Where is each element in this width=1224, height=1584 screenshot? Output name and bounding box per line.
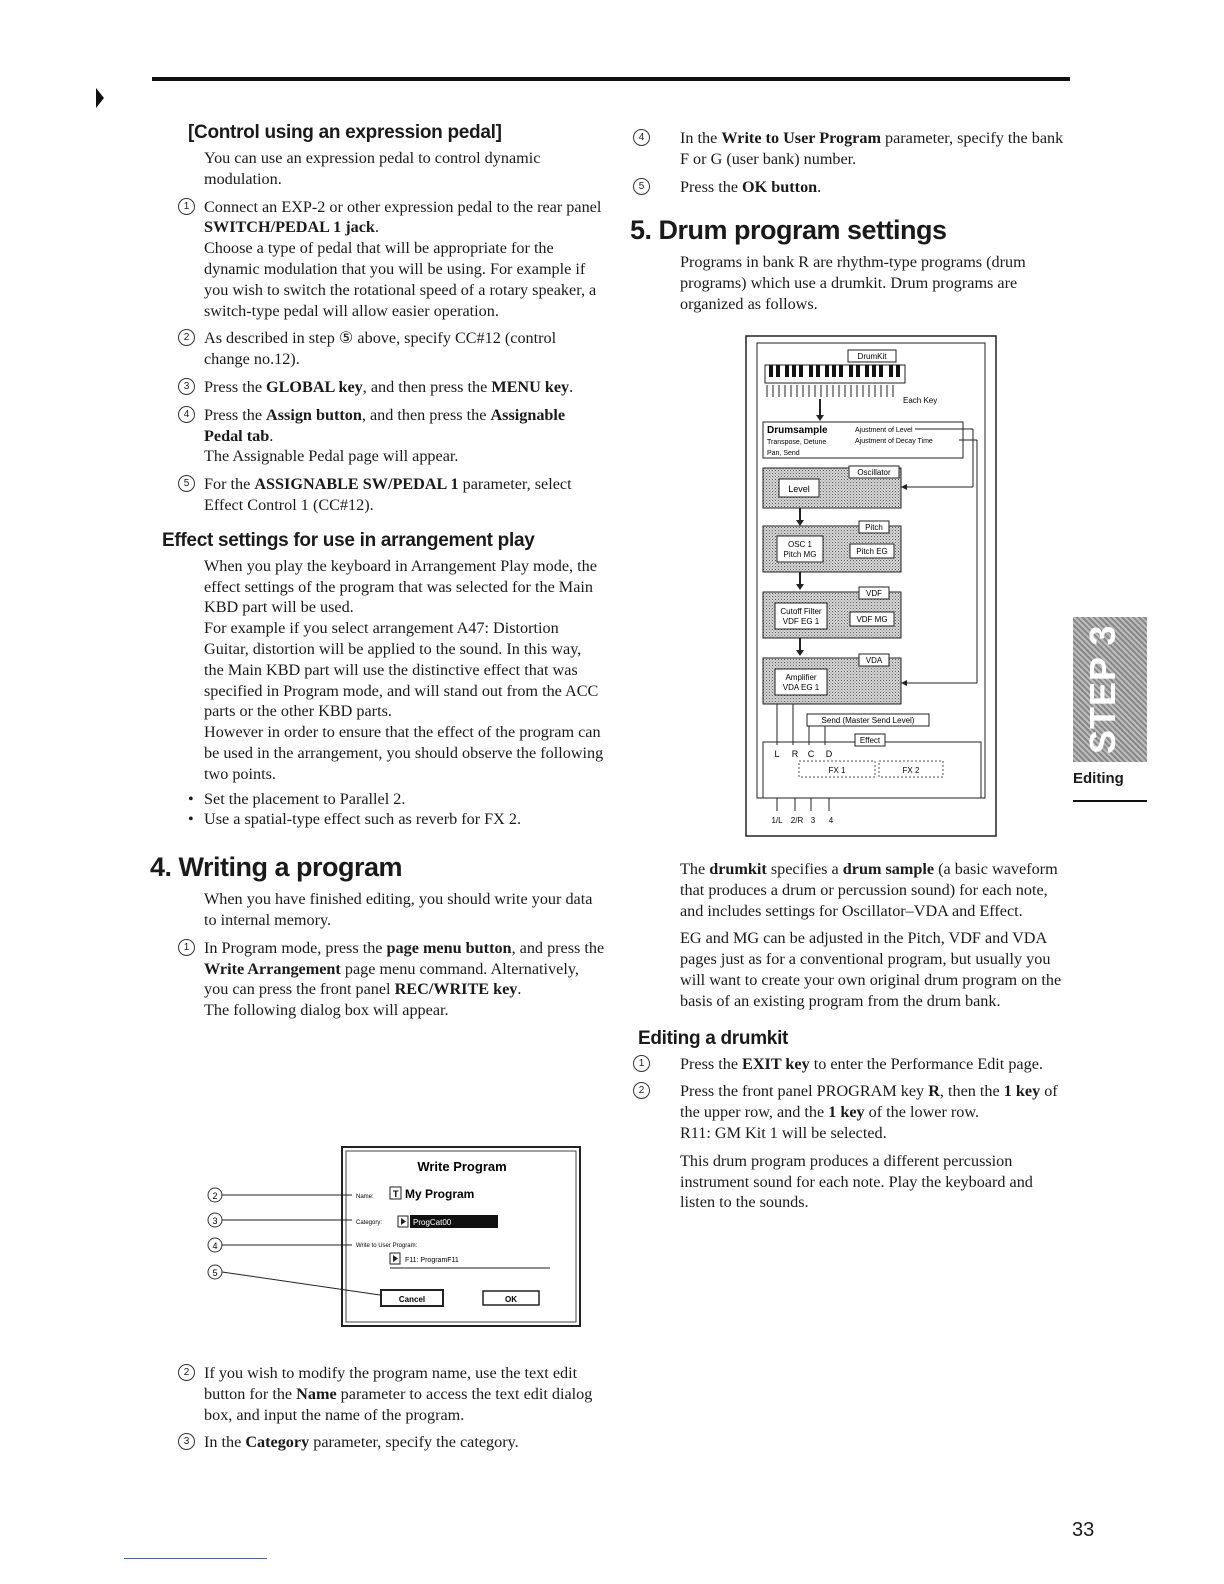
edit-final: This drum program produces a different percussion instrument sound for each note. Play the keyboard and listen to the sounds. <box>680 1151 1033 1212</box>
right-step-4: 4 In the Write to User Program parameter, specify the bank F or G (user bank) number. <box>630 128 1070 170</box>
effect-p3: However in order to ensure that the effect of the program can be used in the arrangement, you should observe the following two points. <box>204 723 604 783</box>
pedal-intro: You can use an expression pedal to control dynamic modulation. <box>204 149 541 188</box>
category-label: Category: <box>356 1220 383 1226</box>
svg-text:Pitch EG: Pitch EG <box>856 547 888 556</box>
heading-effect-settings: Effect settings for use in arrangement play <box>162 529 535 551</box>
svg-text:VDF EG 1: VDF EG 1 <box>782 617 820 626</box>
pedal-step-5: 5 For the ASSIGNABLE SW/PEDAL 1 parameter, select Effect Control 1 (CC#12). <box>150 474 605 516</box>
heading-writing: 4. Writing a program <box>150 852 403 883</box>
write-program-dialog <box>200 1140 590 1340</box>
drumkit-p2: EG and MG can be adjusted in the Pitch, VDF and VDA pages just as for a conventional program, but usually you will want to create your own original drum program on the basis of an existing program from the drum bank. <box>680 929 1062 1010</box>
svg-text:Ajustment of Level: Ajustment of Level <box>855 427 913 434</box>
write-to-label: Write to User Program: <box>356 1243 418 1249</box>
footer-rule <box>124 1558 267 1559</box>
keyboard-icon <box>765 365 905 383</box>
effect-p2: For example if you select arrangement A47: Distortion Guitar, distortion will be applied to the sound. In this way, the Main KBD part will use the distinctive effect that was specified in Program mode, and will stand out from the ACC parts or the other KBD parts. <box>204 619 599 721</box>
svg-text:5: 5 <box>212 1268 218 1278</box>
svg-text:OSC 1: OSC 1 <box>787 540 813 549</box>
svg-text:2/R: 2/R <box>790 816 804 825</box>
svg-text:Pitch MG: Pitch MG <box>783 550 817 559</box>
write-to-value[interactable]: F11: ProgramF11 <box>405 1257 459 1264</box>
svg-text:FX 1: FX 1 <box>828 766 846 775</box>
svg-text:Drumsample: Drumsample <box>767 425 828 436</box>
pedal-step-3: 3 Press the GLOBAL key, and then press the MENU key. <box>150 377 605 398</box>
edit-step-2: 2 Press the front panel PROGRAM key R, then the 1 key of the upper row, and the 1 key of the lower row. R11: GM Kit 1 will be selected. <box>630 1081 1070 1143</box>
svg-text:Cancel: Cancel <box>398 1295 426 1304</box>
svg-text:DrumKit: DrumKit <box>857 352 887 361</box>
pedal-step-4: 4 Press the Assign button, and then press the Assignable Pedal tab. The Assignable Pedal page will appear. <box>150 405 605 467</box>
svg-text:VDA EG 1: VDA EG 1 <box>782 683 820 692</box>
svg-text:D: D <box>825 749 833 759</box>
drum-intro: Programs in bank R are rhythm-type programs (drum programs) which use a drumkit. Drum programs are organized as follows. <box>680 253 1026 313</box>
top-rule <box>152 77 1070 81</box>
drumkit-p1: The drumkit specifies a drum sample (a basic waveform that produces a drum or percussion sound) for each note, and includes settings for Oscillator–VDA and Effect. <box>680 860 1058 920</box>
svg-text:Amplifier: Amplifier <box>785 673 817 682</box>
drum-program-diagram <box>745 335 1000 840</box>
write-step-2: 2 If you wish to modify the program name, use the text edit button for the Name parameter to access the text edit dialog box, and input the name of the program. <box>150 1363 605 1425</box>
svg-text:2: 2 <box>212 1191 218 1201</box>
write-step-1: 1 In Program mode, press the page menu button, and press the Write Arrangement page menu command. Alternatively, you can press the front panel REC/WRITE key. The following dialog box will appear. <box>150 938 605 1021</box>
svg-text:C: C <box>807 749 815 759</box>
svg-text:Ajustment of Decay Time: Ajustment of Decay Time <box>855 438 933 445</box>
svg-text:Effect: Effect <box>859 736 881 745</box>
svg-text:VDA: VDA <box>865 656 883 665</box>
svg-text:3: 3 <box>212 1216 218 1226</box>
svg-text:T: T <box>393 1189 399 1199</box>
svg-text:Oscillator: Oscillator <box>857 468 891 477</box>
write-intro: When you have finished editing, you should write your data to internal memory. <box>204 890 593 929</box>
left-column <box>150 122 605 1021</box>
pedal-step-2: 2 As described in step ⑤ above, specify CC#12 (control change no.12). <box>150 328 605 370</box>
heading-editing-drumkit: Editing a drumkit <box>638 1027 789 1049</box>
svg-text:Send (Master Send Level): Send (Master Send Level) <box>821 716 915 725</box>
svg-text:OK: OK <box>505 1295 517 1304</box>
effect-p1: When you play the keyboard in Arrangement Play mode, the effect settings of the program that was selected for the Main KBD part will be used. <box>204 556 597 617</box>
heading-pedal: [Control using an expression pedal] <box>188 122 502 143</box>
page-marker-icon <box>96 88 104 108</box>
write-step-3: 3 In the Category parameter, specify the category. <box>150 1432 605 1453</box>
right-lower <box>630 859 1070 1213</box>
step-tab-rule <box>1073 800 1147 802</box>
write-steps-after <box>150 1356 605 1453</box>
step-tab-label: STEP 3 <box>1082 624 1123 755</box>
svg-text:Pan, Send: Pan, Send <box>767 450 800 457</box>
heading-drum-settings: 5. Drum program settings <box>630 215 947 246</box>
svg-text:4: 4 <box>828 816 834 825</box>
right-step-5: 5 Press the OK button. <box>630 177 1070 198</box>
svg-text:Cutoff Filter: Cutoff Filter <box>780 607 822 616</box>
pedal-step-1: 1 Connect an EXP-2 or other expression pedal to the rear panel SWITCH/PEDAL 1 jack. Choose a type of pedal that will be appropriate for the dynamic modulation that you will be using. For example if you wish to switch the rotational speed of a rotary speaker, a switch-type pedal will allow easier operation. <box>150 197 605 322</box>
category-value: ProgCat00 <box>413 1218 452 1227</box>
svg-text:R: R <box>791 749 799 759</box>
svg-text:Level: Level <box>788 484 810 494</box>
svg-text:Each Key: Each Key <box>903 396 938 405</box>
dialog-title: Write Program <box>417 1159 507 1174</box>
right-column <box>630 128 1070 315</box>
svg-text:L: L <box>774 749 780 759</box>
name-label: Name: <box>356 1194 374 1200</box>
svg-text:VDF: VDF <box>866 589 882 598</box>
svg-text:Transpose, Detune: Transpose, Detune <box>767 439 827 446</box>
page-number: 33 <box>1072 1519 1095 1541</box>
step-tab-editing: Editing <box>1073 770 1124 787</box>
svg-text:FX 2: FX 2 <box>902 766 920 775</box>
svg-text:VDF MG: VDF MG <box>856 615 888 624</box>
svg-text:Pitch: Pitch <box>865 523 883 532</box>
bullet-1: • Set the placement to Parallel 2. <box>150 789 605 810</box>
name-value: My Program <box>405 1187 475 1201</box>
svg-text:3: 3 <box>810 816 816 825</box>
svg-text:1/L: 1/L <box>771 816 783 825</box>
edit-step-1: 1 Press the EXIT key to enter the Performance Edit page. <box>630 1054 1070 1075</box>
bullet-2: • Use a spatial-type effect such as reverb for FX 2. <box>150 809 605 830</box>
svg-text:4: 4 <box>212 1241 218 1251</box>
